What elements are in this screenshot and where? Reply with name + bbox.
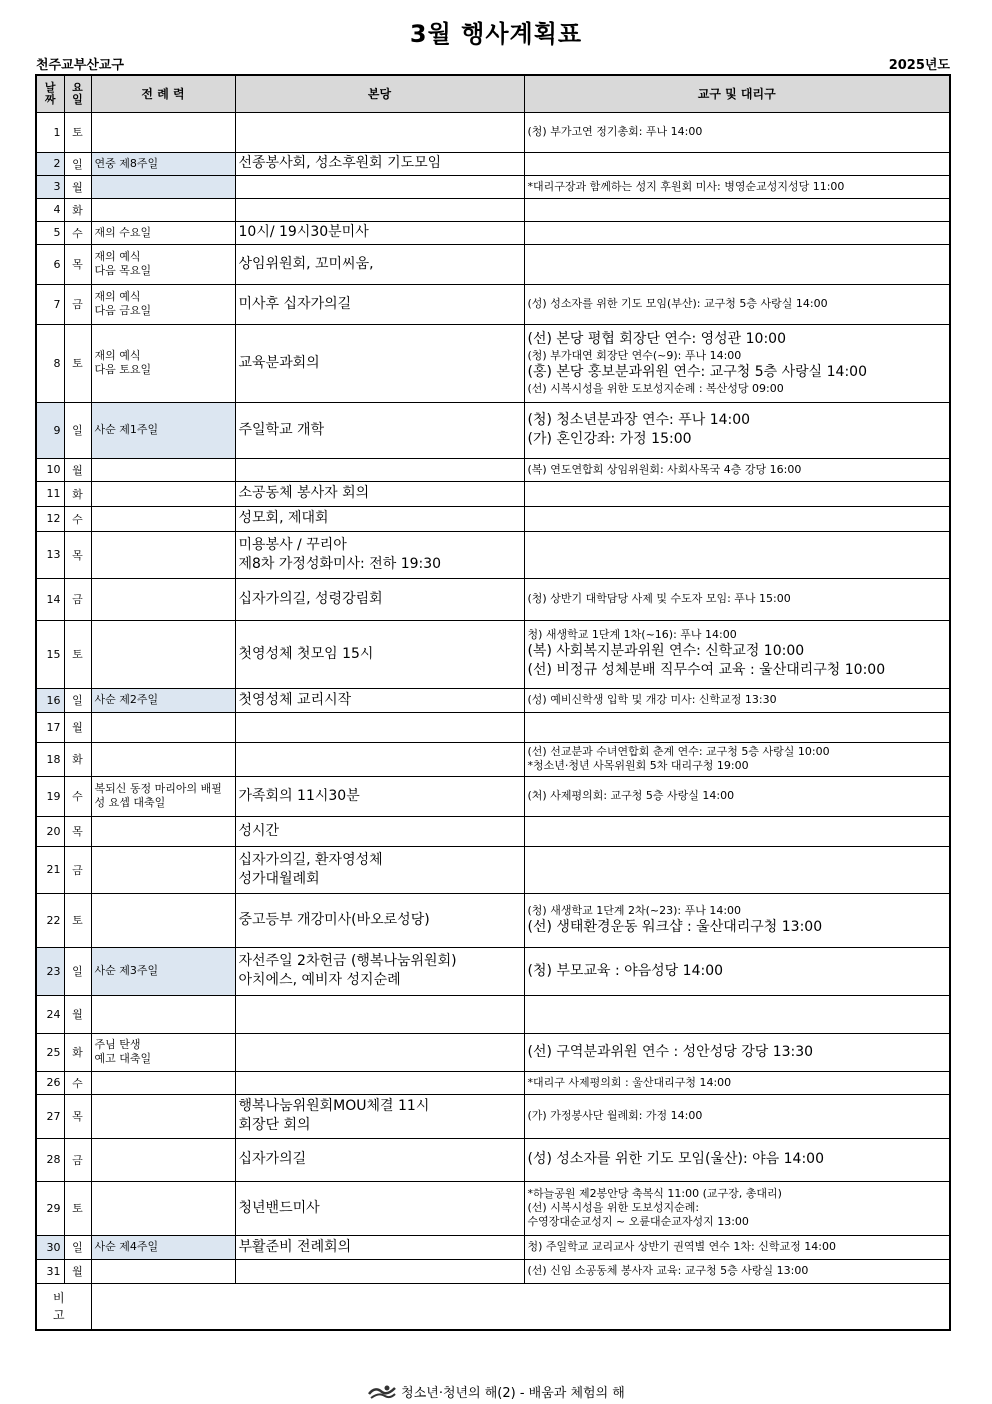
- diocese-event-cell: [524, 947, 950, 995]
- liturgy-cell: 주님 탄생 예고 대축일: [91, 1033, 235, 1071]
- weekday-cell: 월: [64, 458, 91, 481]
- table-row: [36, 893, 950, 947]
- day-cell: 16: [36, 688, 64, 712]
- parish-event-cell: [235, 1259, 524, 1283]
- liturgy-cell: [91, 531, 235, 578]
- day-cell: 8: [36, 324, 64, 402]
- diocese-event-line: (선) 선교분과 수녀연합회 춘계 연수: 교구청 5층 사랑실 10:00: [527, 745, 830, 758]
- table-row: [36, 1138, 950, 1181]
- day-cell: 2: [36, 152, 64, 175]
- parish-event-cell: [235, 458, 524, 481]
- page-title: 3월 행사계획표: [409, 20, 583, 48]
- diocese-event-line: (선) 비정규 성체분배 직무수여 교육 : 울산대리구청 10:00: [527, 662, 886, 678]
- table-row: [36, 1094, 950, 1138]
- weekday-cell: 목: [64, 531, 91, 578]
- diocese-event-line: 수영장대순교성지 ~ 오륜대순교자성지 13:00: [527, 1215, 749, 1228]
- note-label: 비 고: [36, 1283, 91, 1330]
- table-row: [36, 284, 950, 324]
- table-row: [36, 152, 950, 175]
- parish-event-cell: 성시간: [235, 816, 524, 846]
- parish-event-cell: 상임위원회, 꼬미씨움,: [235, 244, 524, 284]
- day-cell: 30: [36, 1235, 64, 1259]
- note-row: [36, 1283, 950, 1330]
- diocese-event-cell: [524, 1094, 950, 1138]
- diocese-event-cell: [524, 712, 950, 742]
- liturgy-cell: 사순 제4주일: [91, 1235, 235, 1259]
- parish-event-cell: 교육분과회의: [235, 324, 524, 402]
- weekday-cell: 일: [64, 402, 91, 458]
- parish-event-cell: 십자가의길: [235, 1138, 524, 1181]
- diocese-event-line: (홍) 본당 홍보분과위원 연수: 교구청 5층 사랑실 14:00: [527, 364, 867, 380]
- table-row: [36, 816, 950, 846]
- day-cell: 12: [36, 506, 64, 531]
- parish-event-cell: 십자가의길, 환자영성체 성가대월례회: [235, 846, 524, 893]
- diocese-event-line: (처) 사제평의회: 교구청 5층 사랑실 14:00: [527, 789, 735, 802]
- parish-event-cell: [235, 1071, 524, 1094]
- liturgy-cell: [91, 1071, 235, 1094]
- diocese-event-cell: [524, 578, 950, 620]
- diocese-event-line: (가) 가정봉사단 월례회: 가정 14:00: [527, 1109, 703, 1122]
- diocese-event-line: 청) 새생학교 1단계 1차(~16): 푸나 14:00: [527, 628, 737, 641]
- day-cell: 19: [36, 776, 64, 816]
- table-row: [36, 1181, 950, 1235]
- day-cell: 26: [36, 1071, 64, 1094]
- diocese-event-line: (선) 본당 평협 회장단 연수: 영성관 10:00: [527, 331, 786, 347]
- day-cell: 20: [36, 816, 64, 846]
- jubilee-logo-icon: [367, 1384, 397, 1404]
- liturgy-cell: [91, 712, 235, 742]
- diocese-event-line: (선) 시복시성을 위한 도보성지순례 : 복산성당 09:00: [527, 382, 784, 395]
- liturgy-cell: [91, 893, 235, 947]
- header-diocese: 교구 및 대리구: [524, 75, 950, 112]
- diocese-event-cell: [524, 620, 950, 688]
- table-row: [36, 324, 950, 402]
- weekday-cell: 토: [64, 324, 91, 402]
- diocese-event-line: *청소년·청년 사목위원회 5차 대리구청 19:00: [527, 759, 749, 772]
- day-cell: 4: [36, 198, 64, 221]
- day-cell: 10: [36, 458, 64, 481]
- weekday-cell: 월: [64, 1259, 91, 1283]
- liturgy-cell: 사순 제3주일: [91, 947, 235, 995]
- diocese-event-cell: [524, 284, 950, 324]
- diocese-event-cell: [524, 244, 950, 284]
- day-cell: 7: [36, 284, 64, 324]
- table-row: [36, 112, 950, 152]
- table-row: [36, 1071, 950, 1094]
- weekday-cell: 월: [64, 712, 91, 742]
- weekday-cell: 목: [64, 816, 91, 846]
- diocese-event-line: (성) 성소자를 위한 기도 모임(울산): 야음 14:00: [527, 1151, 824, 1167]
- weekday-cell: 토: [64, 620, 91, 688]
- parish-event-cell: 십자가의길, 성령강림회: [235, 578, 524, 620]
- weekday-cell: 토: [64, 893, 91, 947]
- liturgy-cell: [91, 742, 235, 776]
- diocese-event-cell: [524, 688, 950, 712]
- day-cell: 31: [36, 1259, 64, 1283]
- diocese-event-cell: [524, 506, 950, 531]
- table-row: [36, 742, 950, 776]
- diocese-event-line: (선) 구역분과위원 연수 : 성안성당 강당 13:30: [527, 1043, 814, 1060]
- liturgy-cell: [91, 1138, 235, 1181]
- table-row: [36, 947, 950, 995]
- header-dow: 요일: [64, 75, 91, 112]
- weekday-cell: 일: [64, 688, 91, 712]
- table-row: [36, 175, 950, 198]
- weekday-cell: 목: [64, 244, 91, 284]
- liturgy-cell: [91, 481, 235, 506]
- diocese-event-cell: [524, 1259, 950, 1283]
- table-row: [36, 1235, 950, 1259]
- diocese-event-line: (청) 새생학교 1단계 2차(~23): 푸나 14:00: [527, 903, 742, 917]
- liturgy-cell: [91, 995, 235, 1033]
- parish-event-cell: [235, 742, 524, 776]
- table-header-row: [36, 75, 950, 112]
- diocese-event-cell: [524, 402, 950, 458]
- diocese-event-cell: [524, 1033, 950, 1071]
- diocese-event-line: (가) 혼인강좌: 가정 15:00: [527, 431, 692, 447]
- header-main: 본당: [235, 75, 524, 112]
- weekday-cell: 화: [64, 742, 91, 776]
- parish-event-cell: [235, 712, 524, 742]
- liturgy-cell: [91, 846, 235, 893]
- weekday-cell: 일: [64, 152, 91, 175]
- year-label: 2025년도: [888, 58, 950, 73]
- weekday-cell: 토: [64, 112, 91, 152]
- day-cell: 28: [36, 1138, 64, 1181]
- day-cell: 1: [36, 112, 64, 152]
- liturgy-cell: [91, 620, 235, 688]
- parish-event-cell: 미사후 십자가의길: [235, 284, 524, 324]
- day-cell: 5: [36, 221, 64, 244]
- day-cell: 22: [36, 893, 64, 947]
- table-row: [36, 458, 950, 481]
- diocese-event-line: (청) 청소년분과장 연수: 푸나 14:00: [527, 412, 751, 428]
- diocese-event-line: 청) 주일학교 교리교사 상반기 권역별 연수 1차: 신학교정 14:00: [527, 1240, 836, 1253]
- weekday-cell: 수: [64, 776, 91, 816]
- parish-event-cell: 가족회의 11시30분: [235, 776, 524, 816]
- day-cell: 11: [36, 481, 64, 506]
- footer: [0, 1382, 992, 1404]
- day-cell: 17: [36, 712, 64, 742]
- diocese-event-cell: [524, 893, 950, 947]
- table-row: [36, 1259, 950, 1283]
- liturgy-cell: 사순 제2주일: [91, 688, 235, 712]
- liturgy-cell: [91, 458, 235, 481]
- day-cell: 3: [36, 175, 64, 198]
- diocese-event-cell: [524, 846, 950, 893]
- weekday-cell: 화: [64, 481, 91, 506]
- parish-event-cell: 첫영성체 교리시작: [235, 688, 524, 712]
- parish-event-cell: 청년밴드미사: [235, 1181, 524, 1235]
- parish-event-cell: 부활준비 전례회의: [235, 1235, 524, 1259]
- parish-event-cell: 첫영성체 첫모임 15시: [235, 620, 524, 688]
- diocese-event-line: (선) 시복시성을 위한 도보성지순례:: [527, 1201, 700, 1214]
- parish-event-cell: [235, 1033, 524, 1071]
- diocese-event-cell: [524, 742, 950, 776]
- table-row: [36, 244, 950, 284]
- weekday-cell: 토: [64, 1181, 91, 1235]
- table-row: [36, 481, 950, 506]
- diocese-event-line: (선) 신임 소공동체 봉사자 교육: 교구청 5층 사랑실 13:00: [527, 1264, 809, 1277]
- parish-event-cell: 행복나눔위원회MOU체결 11시 회장단 회의: [235, 1094, 524, 1138]
- weekday-cell: 금: [64, 284, 91, 324]
- diocese-event-cell: [524, 531, 950, 578]
- diocese-event-line: (복) 사회복지분과위원 연수: 신학교정 10:00: [527, 643, 805, 659]
- liturgy-cell: 복되신 동정 마리아의 배필 성 요셉 대축일: [91, 776, 235, 816]
- day-cell: 24: [36, 995, 64, 1033]
- weekday-cell: 월: [64, 995, 91, 1033]
- table-row: [36, 578, 950, 620]
- schedule-body: [36, 112, 950, 1283]
- liturgy-cell: 연중 제8주일: [91, 152, 235, 175]
- parish-event-cell: 성모회, 제대회: [235, 506, 524, 531]
- parish-event-cell: 미용봉사 / 꾸리아 제8차 가정성화미사: 전하 19:30: [235, 531, 524, 578]
- diocese-event-line: *대리구장과 함께하는 성지 후원회 미사: 병영순교성지성당 11:00: [527, 179, 845, 193]
- weekday-cell: 금: [64, 1138, 91, 1181]
- day-cell: 13: [36, 531, 64, 578]
- liturgy-cell: [91, 1181, 235, 1235]
- parish-event-cell: [235, 175, 524, 198]
- diocese-event-line: (청) 부가대연 회장단 연수(~9): 푸나 14:00: [527, 349, 742, 362]
- note-value: [91, 1283, 950, 1330]
- weekday-cell: 목: [64, 1094, 91, 1138]
- table-row: [36, 531, 950, 578]
- table-row: [36, 506, 950, 531]
- parish-event-cell: 10시/ 19시30분미사: [235, 221, 524, 244]
- table-row: [36, 402, 950, 458]
- weekday-cell: 금: [64, 578, 91, 620]
- table-row: [36, 995, 950, 1033]
- liturgy-cell: [91, 175, 235, 198]
- day-cell: 9: [36, 402, 64, 458]
- liturgy-cell: 사순 제1주일: [91, 402, 235, 458]
- diocese-event-cell: [524, 152, 950, 175]
- weekday-cell: 수: [64, 1071, 91, 1094]
- table-row: [36, 1033, 950, 1071]
- diocese-event-cell: [524, 112, 950, 152]
- diocese-event-line: (선) 생태환경운동 워크샵 : 울산대리구청 13:00: [527, 918, 823, 935]
- weekday-cell: 월: [64, 175, 91, 198]
- liturgy-cell: [91, 112, 235, 152]
- header-liturgy: 전 례 력: [91, 75, 235, 112]
- day-cell: 18: [36, 742, 64, 776]
- parish-event-cell: 주일학교 개학: [235, 402, 524, 458]
- header-day: 날짜: [36, 75, 64, 112]
- table-row: [36, 846, 950, 893]
- liturgy-cell: [91, 816, 235, 846]
- diocese-event-cell: [524, 1071, 950, 1094]
- parish-event-cell: [235, 112, 524, 152]
- diocese-event-cell: [524, 324, 950, 402]
- liturgy-cell: 재의 예식 다음 토요일: [91, 324, 235, 402]
- liturgy-cell: [91, 506, 235, 531]
- table-row: [36, 221, 950, 244]
- parish-event-cell: 자선주일 2차헌금 (행복나눔위원회) 아치에스, 예비자 성지순례: [235, 947, 524, 995]
- diocese-event-line: *대리구 사제평의회 : 울산대리구청 14:00: [527, 1075, 732, 1089]
- weekday-cell: 일: [64, 1235, 91, 1259]
- diocese-event-line: (청) 부모교육 : 야음성당 14:00: [527, 962, 724, 979]
- liturgy-cell: 재의 예식 다음 금요일: [91, 284, 235, 324]
- diocese-event-cell: [524, 995, 950, 1033]
- weekday-cell: 금: [64, 846, 91, 893]
- liturgy-cell: [91, 1259, 235, 1283]
- weekday-cell: 일: [64, 947, 91, 995]
- liturgy-cell: 재의 수요일: [91, 221, 235, 244]
- day-cell: 25: [36, 1033, 64, 1071]
- day-cell: 6: [36, 244, 64, 284]
- schedule-table: [35, 74, 951, 1331]
- weekday-cell: 수: [64, 506, 91, 531]
- parish-event-cell: [235, 995, 524, 1033]
- day-cell: 15: [36, 620, 64, 688]
- diocese-event-cell: [524, 221, 950, 244]
- day-cell: 21: [36, 846, 64, 893]
- weekday-cell: 화: [64, 1033, 91, 1071]
- diocese-event-line: (청) 상반기 대학담당 사제 및 수도자 모임: 푸나 15:00: [527, 592, 791, 605]
- liturgy-cell: 재의 예식 다음 목요일: [91, 244, 235, 284]
- table-row: [36, 620, 950, 688]
- organization-name: 천주교부산교구: [36, 58, 124, 73]
- day-cell: 23: [36, 947, 64, 995]
- diocese-event-cell: [524, 1138, 950, 1181]
- diocese-event-line: (성) 예비신학생 입학 및 개강 미사: 신학교정 13:30: [527, 693, 777, 706]
- parish-event-cell: 소공동체 봉사자 회의: [235, 481, 524, 506]
- diocese-event-cell: [524, 1181, 950, 1235]
- parish-event-cell: 선종봉사회, 성소후원회 기도모임: [235, 152, 524, 175]
- diocese-event-cell: [524, 198, 950, 221]
- diocese-event-line: (청) 부가고연 정기총회: 푸나 14:00: [527, 125, 703, 138]
- diocese-event-cell: [524, 776, 950, 816]
- liturgy-cell: [91, 578, 235, 620]
- day-cell: 14: [36, 578, 64, 620]
- weekday-cell: 화: [64, 198, 91, 221]
- diocese-event-line: (복) 연도연합회 상임위원회: 사회사목국 4층 강당 16:00: [527, 462, 802, 476]
- diocese-event-cell: [524, 1235, 950, 1259]
- day-cell: 27: [36, 1094, 64, 1138]
- diocese-event-cell: [524, 458, 950, 481]
- table-row: [36, 776, 950, 816]
- table-row: [36, 688, 950, 712]
- liturgy-cell: [91, 1094, 235, 1138]
- parish-event-cell: [235, 198, 524, 221]
- table-row: [36, 198, 950, 221]
- diocese-event-cell: [524, 481, 950, 506]
- table-row: [36, 712, 950, 742]
- weekday-cell: 수: [64, 221, 91, 244]
- day-cell: 29: [36, 1181, 64, 1235]
- liturgy-cell: [91, 198, 235, 221]
- diocese-event-cell: [524, 816, 950, 846]
- parish-event-cell: 중고등부 개강미사(바오로성당): [235, 893, 524, 947]
- diocese-event-line: *하늘공원 제2봉안당 축복식 11:00 (교구장, 총대리): [527, 1187, 782, 1200]
- diocese-event-line: (성) 성소자를 위한 기도 모임(부산): 교구청 5층 사랑실 14:00: [527, 297, 828, 310]
- diocese-event-cell: [524, 175, 950, 198]
- footer-text: 청소년·청년의 해(2) - 배움과 체험의 해: [401, 1386, 625, 1401]
